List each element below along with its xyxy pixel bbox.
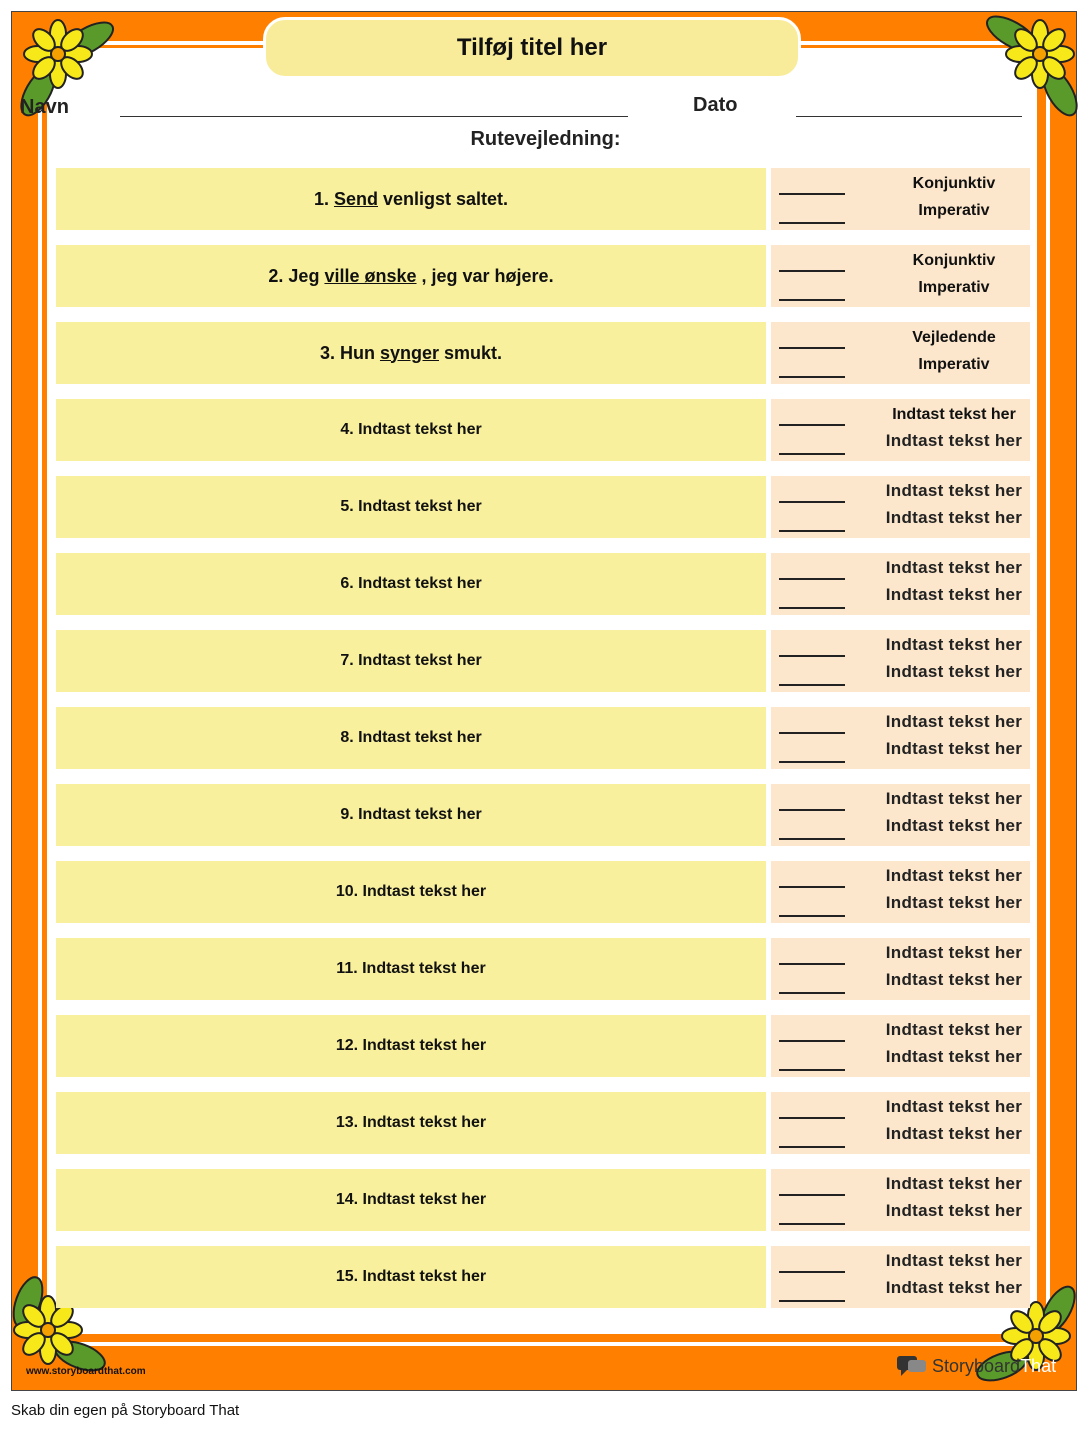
answer-blank-1[interactable] bbox=[779, 655, 845, 657]
option-2-label: Indtast tekst her bbox=[885, 508, 1023, 527]
answer-blank-1[interactable] bbox=[779, 1271, 845, 1273]
underlined-verb: Send bbox=[333, 188, 378, 209]
answer-options bbox=[771, 1246, 1030, 1308]
answer-blank-1[interactable] bbox=[779, 1194, 845, 1196]
question-text-end: , jeg var højere. bbox=[416, 265, 554, 286]
answer-blank-1[interactable] bbox=[779, 1040, 845, 1042]
answer-blank-2[interactable] bbox=[779, 453, 845, 455]
option-1-label: Indtast tekst her bbox=[885, 1097, 1023, 1116]
answer-blank-2[interactable] bbox=[779, 838, 845, 840]
question-text: Indtast tekst her bbox=[358, 1191, 487, 1208]
answer-blank-2[interactable] bbox=[779, 1223, 845, 1225]
question-row[interactable] bbox=[56, 861, 766, 923]
answer-blank-1[interactable] bbox=[779, 1117, 845, 1119]
question-number: 7. bbox=[340, 652, 354, 669]
answer-blank-2[interactable] bbox=[779, 1300, 845, 1302]
option-1-label: Indtast tekst her bbox=[885, 789, 1023, 808]
answer-blank-1[interactable] bbox=[779, 270, 845, 272]
question-row[interactable] bbox=[56, 1092, 766, 1154]
option-1-label: Indtast tekst her bbox=[885, 943, 1023, 962]
answer-blank-1[interactable] bbox=[779, 578, 845, 580]
option-1-label: Indtast tekst her bbox=[892, 406, 1016, 423]
question-text: Indtast tekst her bbox=[358, 1114, 487, 1131]
question-number: 12. bbox=[335, 1037, 359, 1054]
option-2-label: Indtast tekst her bbox=[885, 739, 1023, 758]
question-row[interactable] bbox=[56, 1169, 766, 1231]
question-number: 14. bbox=[335, 1191, 359, 1208]
question-number: 9. bbox=[340, 806, 354, 823]
underlined-verb: synger bbox=[379, 342, 439, 363]
option-1-label: Indtast tekst her bbox=[885, 866, 1023, 885]
question-row[interactable] bbox=[56, 168, 766, 230]
question-number: 8. bbox=[340, 729, 354, 746]
answer-blank-1[interactable] bbox=[779, 963, 845, 965]
question-row[interactable] bbox=[56, 245, 766, 307]
option-1-label: Konjunktiv bbox=[912, 175, 996, 192]
answer-blank-1[interactable] bbox=[779, 424, 845, 426]
speech-bubble-icon bbox=[896, 1354, 928, 1378]
name-field-line[interactable] bbox=[120, 116, 628, 117]
answer-options bbox=[771, 784, 1030, 846]
answer-blank-2[interactable] bbox=[779, 376, 845, 378]
answer-options bbox=[771, 1169, 1030, 1231]
question-row[interactable] bbox=[56, 707, 766, 769]
question-row[interactable] bbox=[56, 1246, 766, 1308]
answer-options bbox=[771, 707, 1030, 769]
question-number: 1. bbox=[313, 188, 329, 209]
option-1-label: Indtast tekst her bbox=[885, 712, 1023, 731]
answer-options bbox=[771, 399, 1030, 461]
question-row[interactable] bbox=[56, 399, 766, 461]
question-text: Indtast tekst her bbox=[358, 883, 487, 900]
answer-blank-1[interactable] bbox=[779, 732, 845, 734]
question-number: 2. bbox=[268, 265, 284, 286]
option-2-label: Indtast tekst her bbox=[885, 1201, 1023, 1220]
question-row[interactable] bbox=[56, 784, 766, 846]
question-row[interactable] bbox=[56, 476, 766, 538]
question-text: Indtast tekst her bbox=[353, 652, 482, 669]
answer-options bbox=[771, 1092, 1030, 1154]
answer-blank-2[interactable] bbox=[779, 684, 845, 686]
option-1-label: Indtast tekst her bbox=[885, 1251, 1023, 1270]
option-2-label: Indtast tekst her bbox=[885, 1047, 1023, 1066]
question-text: Indtast tekst her bbox=[353, 729, 482, 746]
answer-options bbox=[771, 630, 1030, 692]
question-text: Indtast tekst her bbox=[353, 575, 482, 592]
question-row[interactable] bbox=[56, 553, 766, 615]
answer-blank-2[interactable] bbox=[779, 299, 845, 301]
question-row[interactable] bbox=[56, 630, 766, 692]
name-label: Navn bbox=[20, 96, 69, 118]
question-number: 13. bbox=[335, 1114, 359, 1131]
worksheet-title[interactable]: Tilføj titel her bbox=[263, 17, 801, 79]
answer-blank-2[interactable] bbox=[779, 992, 845, 994]
footer-url: www.storyboardthat.com bbox=[26, 1366, 146, 1377]
answer-blank-2[interactable] bbox=[779, 1146, 845, 1148]
question-row[interactable] bbox=[56, 322, 766, 384]
question-number: 4. bbox=[340, 421, 354, 438]
question-text-end: venligst saltet. bbox=[378, 188, 509, 209]
underlined-verb: ville ønske bbox=[324, 265, 417, 286]
answer-blank-2[interactable] bbox=[779, 530, 845, 532]
option-2-label: Imperativ bbox=[918, 279, 990, 296]
option-2-label: Indtast tekst her bbox=[885, 662, 1023, 681]
answer-options bbox=[771, 1015, 1030, 1077]
answer-blank-1[interactable] bbox=[779, 347, 845, 349]
option-1-label: Indtast tekst her bbox=[885, 1174, 1023, 1193]
answer-options bbox=[771, 553, 1030, 615]
question-text: Indtast tekst her bbox=[353, 498, 482, 515]
question-number: 15. bbox=[335, 1268, 359, 1285]
answer-options bbox=[771, 476, 1030, 538]
answer-options bbox=[771, 938, 1030, 1000]
option-2-label: Imperativ bbox=[918, 202, 990, 219]
answer-blank-1[interactable] bbox=[779, 886, 845, 888]
question-text: Indtast tekst her bbox=[358, 1037, 487, 1054]
question-text: Jeg bbox=[283, 265, 325, 286]
answer-blank-2[interactable] bbox=[779, 1069, 845, 1071]
option-2-label: Indtast tekst her bbox=[885, 1124, 1023, 1143]
option-1-label: Indtast tekst her bbox=[885, 558, 1023, 577]
option-2-label: Indtast tekst her bbox=[885, 893, 1023, 912]
question-text: Indtast tekst her bbox=[353, 806, 482, 823]
option-1-label: Indtast tekst her bbox=[885, 481, 1023, 500]
answer-blank-2[interactable] bbox=[779, 222, 845, 224]
option-1-label: Vejledende bbox=[912, 329, 996, 346]
logo-text-storyboard: Storyboard bbox=[932, 1355, 1021, 1376]
answer-options bbox=[771, 322, 1030, 384]
answer-options bbox=[771, 245, 1030, 307]
option-1-label: Konjunktiv bbox=[912, 252, 996, 269]
question-text: Hun bbox=[334, 342, 380, 363]
question-text: Indtast tekst her bbox=[357, 960, 486, 977]
question-number: 5. bbox=[340, 498, 354, 515]
question-number: 6. bbox=[340, 575, 354, 592]
question-text-end: smukt. bbox=[439, 342, 503, 363]
question-text: Indtast tekst her bbox=[353, 421, 482, 438]
instructions-heading: Rutevejledning: bbox=[470, 128, 621, 150]
logo-text-that: That bbox=[1020, 1355, 1057, 1376]
question-number: 3. bbox=[319, 342, 335, 363]
question-text: Indtast tekst her bbox=[358, 1268, 487, 1285]
option-2-label: Indtast tekst her bbox=[885, 585, 1023, 604]
option-1-label: Indtast tekst her bbox=[885, 1020, 1023, 1039]
answer-blank-1[interactable] bbox=[779, 193, 845, 195]
storyboardthat-logo bbox=[896, 1354, 1056, 1378]
flower-decoration-top-right-icon bbox=[980, 8, 1090, 118]
date-field-line[interactable] bbox=[796, 116, 1022, 117]
question-number: 10. bbox=[335, 883, 359, 900]
option-2-label: Imperativ bbox=[918, 356, 990, 373]
page-caption[interactable]: Skab din egen på Storyboard That bbox=[11, 1402, 240, 1419]
answer-blank-2[interactable] bbox=[779, 915, 845, 917]
answer-blank-1[interactable] bbox=[779, 809, 845, 811]
option-2-label: Indtast tekst her bbox=[885, 1278, 1023, 1297]
option-2-label: Indtast tekst her bbox=[885, 970, 1023, 989]
answer-blank-2[interactable] bbox=[779, 607, 845, 609]
option-1-label: Indtast tekst her bbox=[885, 635, 1023, 654]
question-row[interactable] bbox=[56, 938, 766, 1000]
question-row[interactable] bbox=[56, 1015, 766, 1077]
question-number: 11. bbox=[336, 960, 358, 977]
answer-blank-1[interactable] bbox=[779, 501, 845, 503]
answer-options bbox=[771, 861, 1030, 923]
date-label: Dato bbox=[693, 94, 738, 116]
option-2-label: Indtast tekst her bbox=[885, 816, 1023, 835]
option-2-label: Indtast tekst her bbox=[885, 431, 1023, 450]
answer-blank-2[interactable] bbox=[779, 761, 845, 763]
answer-options bbox=[771, 168, 1030, 230]
